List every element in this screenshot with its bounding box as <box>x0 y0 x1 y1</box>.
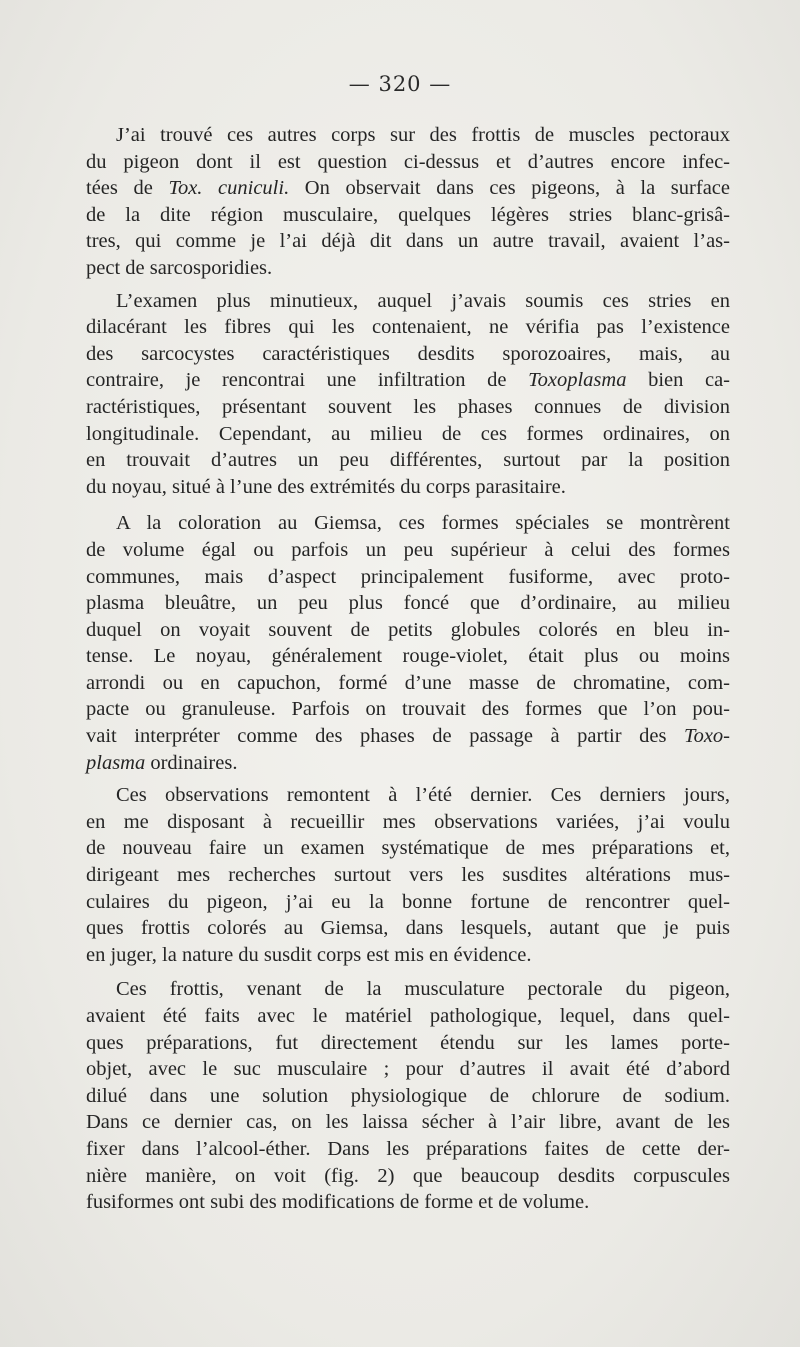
page-number: — 320 — <box>348 72 452 96</box>
italic-term: Tox. cuniculi. <box>168 177 290 200</box>
paragraph <box>86 782 730 968</box>
text-line: tense. Le noyau, généralement rouge-violet, était plus ou moins <box>86 645 730 668</box>
text-line: dirigeant mes recherches surtout vers les susdites altérations mus- <box>86 864 730 887</box>
text-line: nière manière, on voit (fig. 2) que beaucoup desdits corpuscules <box>86 1164 730 1187</box>
text-line: culaires du pigeon, j’ai eu la bonne fortune de rencontrer quel- <box>86 890 730 913</box>
italic-term: Toxoplasma <box>528 369 627 392</box>
text-line: de nouveau faire un examen systématique de mes préparations et, <box>86 837 730 860</box>
paragraph <box>86 122 730 282</box>
text-line: plasma ordinaires. <box>86 751 238 774</box>
italic-term: Toxo- <box>684 725 730 748</box>
text-line: avaient été faits avec le matériel pathologique, lequel, dans quel- <box>86 1005 730 1027</box>
text-line: pacte ou granuleuse. Parfois on trouvait des formes que l’on pou- <box>86 698 730 721</box>
text-line: de la dite région musculaire, quelques légères stries blanc-grisâ- <box>86 203 730 226</box>
text-line: ractéristiques, présentant souvent les phases connues de division <box>86 395 730 418</box>
text-line: en trouvait d’autres un peu différentes, surtout par la position <box>86 449 730 472</box>
text-line: vait interpréter comme des phases de passage à partir des Toxo- <box>86 725 730 748</box>
text-line: fixer dans l’alcool-éther. Dans les préparations faites de cette der- <box>86 1137 730 1160</box>
text-line: en juger, la nature du susdit corps est mis en évidence. <box>86 943 532 966</box>
text-line: du pigeon dont il est question ci-dessus et d’autres encore infec- <box>86 150 730 173</box>
text-line: dilacérant les fibres qui les contenaient, ne vérifia pas l’existence <box>86 316 730 339</box>
text-line: longitudinale. Cependant, au milieu de ces formes ordinaires, on <box>86 422 730 445</box>
text-line: tées de Tox. cuniculi. On observait dans ces pigeons, à la surface <box>86 177 730 200</box>
body-text <box>86 122 730 1216</box>
text-line: plasma bleuâtre, un peu plus foncé que d’ordinaire, au milieu <box>86 592 730 615</box>
text-line: fusiformes ont subi des modifications de forme et de volume. <box>86 1191 590 1214</box>
paragraph <box>86 288 730 501</box>
text-line: pect de sarcosporidies. <box>86 256 273 279</box>
text-line: Dans ce dernier cas, on les laissa sécher à l’air libre, avant de les <box>86 1111 730 1134</box>
text-line: A la coloration au Giemsa, ces formes spéciales se montrèrent <box>116 512 730 535</box>
italic-term: plasma <box>86 751 146 774</box>
text-line: L’examen plus minutieux, auquel j’avais soumis ces stries en <box>116 289 730 312</box>
text-line: de volume égal ou parfois un peu supérieur à celui des formes <box>86 538 730 561</box>
text-line: dilué dans une solution physiologique de chlorure de sodium. <box>86 1084 730 1107</box>
paragraph <box>86 976 730 1215</box>
text-line: contraire, je rencontrai une infiltration de Toxoplasma bien ca- <box>86 369 730 392</box>
text-line: J’ai trouvé ces autres corps sur des frottis de muscles pectoraux <box>116 124 730 146</box>
text-line: Ces observations remontent à l’été dernier. Ces derniers jours, <box>116 784 730 807</box>
text-line: ques préparations, fut directement étendu sur les lames porte- <box>86 1031 730 1054</box>
text-line: duquel on voyait souvent de petits globules colorés en bleu in- <box>86 618 730 641</box>
text-line: arrondi ou en capuchon, formé d’une masse de chromatine, com- <box>86 671 730 694</box>
text-line: communes, mais d’aspect principalement fusiforme, avec proto- <box>86 565 730 588</box>
paragraph <box>86 510 730 776</box>
text-line: en me disposant à recueillir mes observations variées, j’ai voulu <box>86 810 730 833</box>
text-line: du noyau, situé à l’une des extrémités du corps parasitaire. <box>86 475 566 498</box>
text-line: des sarcocystes caractéristiques desdits sporozoaires, mais, au <box>86 342 730 365</box>
text-line: Ces frottis, venant de la musculature pectorale du pigeon, <box>116 978 730 1001</box>
text-line: objet, avec le suc musculaire ; pour d’autres il avait été d’abord <box>86 1058 730 1081</box>
text-line: ques frottis colorés au Giemsa, dans lesquels, autant que je puis <box>86 917 730 940</box>
text-line: tres, qui comme je l’ai déjà dit dans un autre travail, avaient l’as- <box>86 230 730 253</box>
